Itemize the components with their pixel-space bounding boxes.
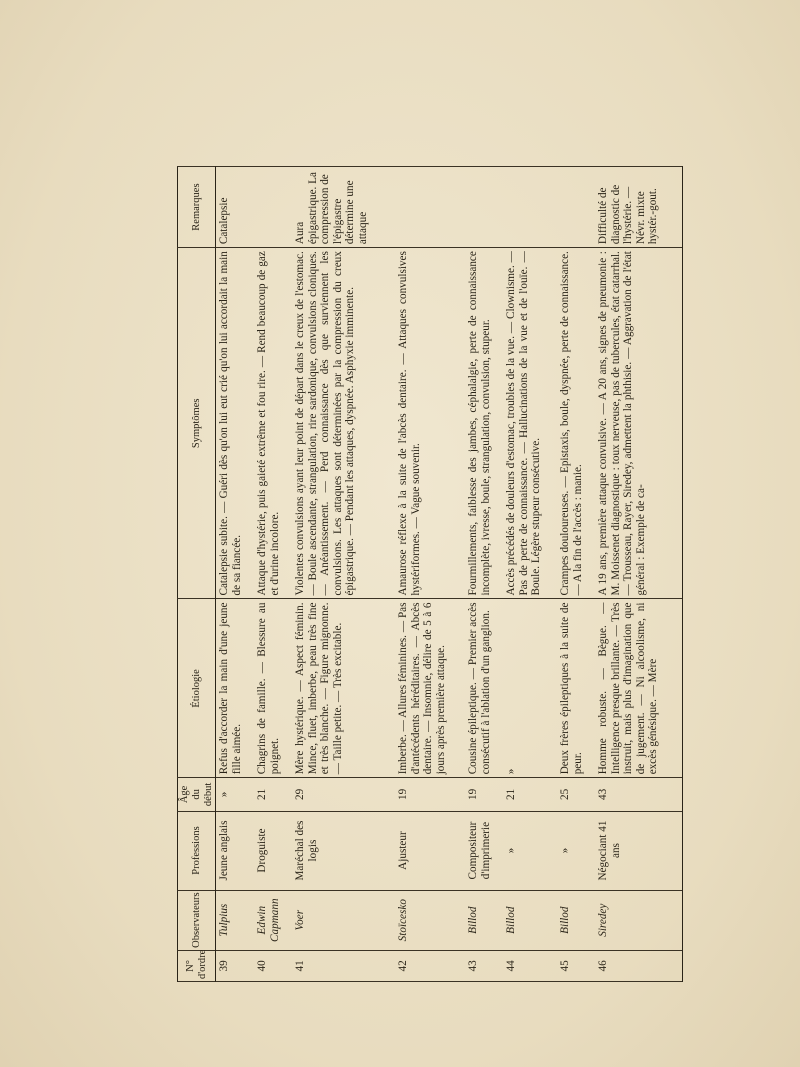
row-observateur: Siredey (595, 890, 682, 950)
row-age: 21 (254, 778, 292, 811)
row-etiologie: Cousine épileptique. — Premier accès consécutif à l'ablation d'un ganglion. (465, 599, 503, 778)
header-num: N° d'ordre (178, 950, 216, 981)
header-symptomes: Symptômes (178, 248, 216, 599)
row-profession: » (503, 811, 557, 890)
row-etiologie: Deux frères épileptiques à la suite de peur. (557, 599, 595, 778)
table-row (465, 167, 503, 982)
row-observateur: Stoïcesko (395, 890, 465, 950)
row-num: 44 (503, 950, 557, 981)
row-remarques (557, 167, 595, 248)
table-row (216, 167, 254, 982)
row-symptomes: Amaurose réflexe à la suite de l'abcès dentaire. — Attaques convulsives hystériformes. — Vague souvenir. (395, 248, 465, 599)
header-observateurs: Observateurs (178, 890, 216, 950)
row-etiologie: Homme robuste. — Bègue. — Intelligence presque brillante. — Très instruit, mais plus d'imagination que de jugement. — Ni alcoolisme, ni excès génésique. — Mère (595, 599, 682, 778)
row-observateur: Tulpius (216, 890, 254, 950)
row-etiologie: Refus d'accorder la main d'une jeune fille aimée. (216, 599, 254, 778)
table-row (503, 167, 557, 982)
header-etiologie: Étiologie (178, 599, 216, 778)
row-symptomes: Fourmillements, faiblesse des jambes, céphalalgie, perte de connaissance incomplète, ivresse, boule, strangulation, convulsion, stupeur. (465, 248, 503, 599)
table-row (292, 167, 395, 982)
row-symptomes: Catalepsie subite. — Guéri dès qu'on lui eut crié qu'on lui accordait la main de sa fiancée. (216, 248, 254, 599)
table-row (395, 167, 465, 982)
row-age: 21 (503, 778, 557, 811)
row-symptomes: Attaque d'hystérie, puis gaieté extrême et fou rire. — Rend beaucoup de gaz et d'urine incolore. (254, 248, 292, 599)
table-row (557, 167, 595, 982)
row-observateur: Billod (557, 890, 595, 950)
row-observateur: Billod (503, 890, 557, 950)
row-etiologie: Chagrins de famille. — Blessure au poignet. (254, 599, 292, 778)
row-age: » (216, 778, 254, 811)
row-profession: » (557, 811, 595, 890)
row-num: 43 (465, 950, 503, 981)
row-profession: Négociant 41 ans (595, 811, 682, 890)
observations-table (177, 166, 683, 982)
row-remarques (503, 167, 557, 248)
row-etiologie: » (503, 599, 557, 778)
row-num: 39 (216, 950, 254, 981)
table-header-row (178, 167, 216, 982)
row-symptomes: A 19 ans, première attaque convulsive. — A 20 ans, signes de pneumonie : M. Moissenet diagnostique : toux nerveuse, pas de tubercules, état catarrhal. — Trousseau, Rayer, Siredey, admettent la phthisie. — Aggravation de l'état général : Exemple de ca- (595, 248, 682, 599)
row-profession: Maréchal des logis (292, 811, 395, 890)
header-professions: Professions (178, 811, 216, 890)
row-age: 19 (465, 778, 503, 811)
row-remarques (254, 167, 292, 248)
row-profession: Ajusteur (395, 811, 465, 890)
row-observateur: Edwin Capmann (254, 890, 292, 950)
row-symptomes: Accès précédés de douleurs d'estomac, troubles de la vue. — Clownisme. — Pas de perte de connaissance. — Hallucinations de la vue et de l'ouïe. — Boule. Légère stupeur consécutive. (503, 248, 557, 599)
row-remarques (465, 167, 503, 248)
row-num: 45 (557, 950, 595, 981)
row-etiologie: Mère hystérique. — Aspect féminin. Mince, fluet, imberbe, peau très fine et très blanche. — Figure mignonne. — Taille petite. — Très excitable. (292, 599, 395, 778)
row-num: 42 (395, 950, 465, 981)
header-age: Âge du début (178, 778, 216, 811)
row-age: 29 (292, 778, 395, 811)
row-num: 40 (254, 950, 292, 981)
row-age: 43 (595, 778, 682, 811)
row-symptomes: Violentes convulsions ayant leur point de départ dans le creux de l'estomac. — Boule ascendante, strangulation, rire sardonique, convulsions cloniques. — Anéantissement. — Perd connaissance dès que surviennent les convulsions. Les attaques sont déterminées par la compression du creux épigastrique. — Pendant les attaques, dyspnée. Asphyxie imminente. (292, 248, 395, 599)
row-num: 46 (595, 950, 682, 981)
row-profession: Jeune anglais (216, 811, 254, 890)
row-age: 19 (395, 778, 465, 811)
row-remarques (395, 167, 465, 248)
row-observateur: Billod (465, 890, 503, 950)
table-row (595, 167, 682, 982)
row-etiologie: Imberbe. — Allures féminines. — Pas d'antécédents héréditaires. — Abcès dentaire. — Insomnie, délire de 5 à 6 jours après première attaque. (395, 599, 465, 778)
rotated-table-container (177, 166, 683, 982)
row-remarques: Catalepsie (216, 167, 254, 248)
row-symptomes: Crampes douloureuses. — Epistaxis, boule, dyspnée, perte de connaissance. — A la fin de l'accès : manie. (557, 248, 595, 599)
row-remarques: Aura épigastrique. La compression de l'épigastre détermine une attaque (292, 167, 395, 248)
row-observateur: Voer (292, 890, 395, 950)
table-row (254, 167, 292, 982)
row-num: 41 (292, 950, 395, 981)
row-profession: Compositeur d'imprimerie (465, 811, 503, 890)
row-remarques: Difficulté de diagnostic de l'hystérie. — Névr. mixte hystér.-gout. (595, 167, 682, 248)
row-age: 25 (557, 778, 595, 811)
row-profession: Droguiste (254, 811, 292, 890)
header-remarques: Remarques (178, 167, 216, 248)
